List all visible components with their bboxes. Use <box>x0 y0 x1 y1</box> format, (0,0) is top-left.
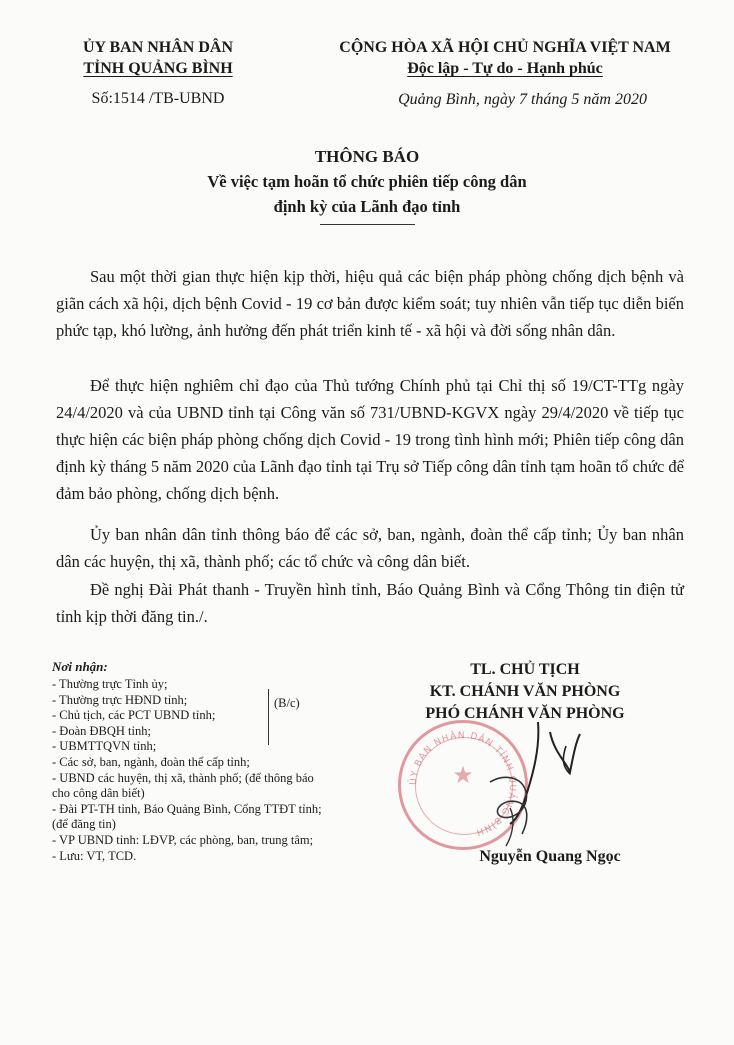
signature-delegation: KT. CHÁNH VĂN PHÒNG <box>429 683 621 700</box>
national-motto <box>300 59 710 79</box>
recipient-item: - UBND các huyện, thị xã, thành phố; (để thông báo <box>52 770 314 785</box>
signature-position: PHÓ CHÁNH VĂN PHÒNG <box>425 705 625 722</box>
recipient-item: - Lưu: VT, TCD. <box>52 848 137 863</box>
recipient-item: - Chủ tịch, các PCT UBND tỉnh; <box>52 708 216 723</box>
recipients-heading: Nơi nhận: <box>52 659 108 674</box>
body-paragraph-4: Đề nghị Đài Phát thanh - Truyền hình tỉnh, Báo Quảng Bình và Cổng Thông tin điện tử tỉnh kịp thời đăng tin./. <box>56 580 684 626</box>
recipient-item: - Thường trực Tỉnh ủy; <box>52 677 168 691</box>
notice-title: THÔNG BÁO <box>314 147 420 166</box>
body-paragraph-2: Để thực hiện nghiêm chỉ đạo của Thủ tướng Chính phủ tại Chỉ thị số 19/CT-TTg ngày 24/4/2020 và của UBND tỉnh tại Công văn số 731/UBND-KGVX ngày 29/4/2020 về tiếp tục thực hiện các biện pháp phòng chống dịch Covid - 19 trong tình hình mới; Phiên tiếp công dân định kỳ tháng 5 năm 2020 của Lãnh đạo tỉnh tại Trụ sở Tiếp công dân tỉnh tạm hoãn tổ chức để đảm bảo phòng, chống dịch bệnh. <box>56 376 684 503</box>
title-divider <box>320 224 415 225</box>
recipient-item: (để đăng tin) <box>52 817 116 832</box>
body-paragraph-1: Sau một thời gian thực hiện kịp thời, hiệu quả các biện pháp phòng chống dịch bệnh và giãn cách xã hội, dịch bệnh Covid - 19 cơ bản được kiểm soát; tuy nhiên vẫn tiếp tục diễn biến phức tạp, khó lường, ảnh hưởng đến phát triển kinh tế - xã hội và đời sống nhân dân. <box>56 267 684 340</box>
signer-name: Nguyễn Quang Ngọc <box>479 848 621 865</box>
notice-subject-line2: định kỳ của Lãnh đạo tỉnh <box>273 197 461 216</box>
place-date: Quảng Bình, ngày 7 tháng 5 năm 2020 <box>398 91 647 108</box>
recipient-item: - Đoàn ĐBQH tỉnh; <box>52 723 151 738</box>
document-number: Số:1514 /TB-UBND <box>91 90 225 107</box>
recipient-item: - Thường trực HĐND tỉnh; <box>52 692 188 707</box>
national-motto-text: Độc lập - Tự do - Hạnh phúc <box>407 60 603 77</box>
national-title: CỘNG HÒA XÃ HỘI CHỦ NGHĨA VIỆT NAM <box>339 39 671 56</box>
body-paragraph-3: Ủy ban nhân dân tỉnh thông báo để các sở, ban, ngành, đoàn thể cấp tỉnh; Ủy ban nhân dân các huyện, thị xã, thành phố; các tổ chức và công dân biết. <box>56 525 684 571</box>
recipient-item: - Các sở, ban, ngành, đoàn thể cấp tỉnh; <box>52 754 250 769</box>
recipient-item: - VP UBND tỉnh: LĐVP, các phòng, ban, trung tâm; <box>52 832 314 847</box>
recipients-list <box>52 677 382 864</box>
issuer-name: ỦY BAN NHÂN DÂN <box>82 39 234 56</box>
recipient-item: - Đài PT-TH tỉnh, Báo Quảng Bình, Cổng TTĐT tỉnh; <box>52 801 322 816</box>
issuer-province <box>58 59 258 79</box>
handwritten-signature <box>470 712 590 862</box>
recipient-item: cho công dân biết) <box>52 786 145 801</box>
issuer-province-text: TỈNH QUẢNG BÌNH <box>83 60 233 77</box>
notice-subject-line1: Về việc tạm hoãn tổ chức phiên tiếp công dân <box>207 172 527 191</box>
bracket-note: (B/c) <box>274 696 300 710</box>
seal-text: ỦY BAN NHÂN DÂN TỈNH QUẢNG BÌNH <box>408 730 518 838</box>
signature-authority: TL. CHỦ TỊCH <box>470 661 580 678</box>
recipients-bracket <box>268 689 269 745</box>
recipient-item: - UBMTTQVN tỉnh; <box>52 739 157 754</box>
seal-star-icon: ★ <box>452 763 474 789</box>
